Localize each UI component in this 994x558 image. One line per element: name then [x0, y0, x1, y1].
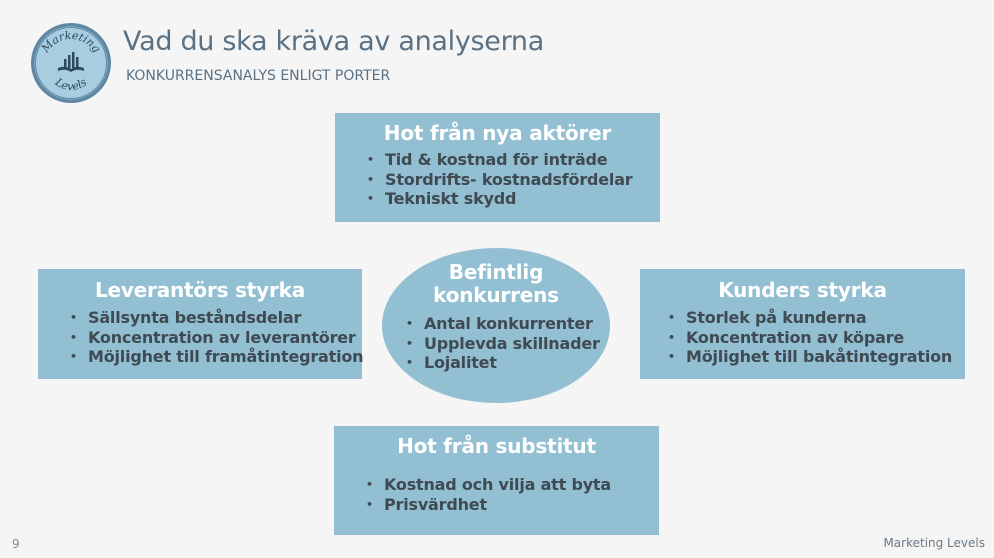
force-buyer-power-box [640, 269, 965, 379]
force-items [365, 150, 660, 209]
list-item: • Tekniskt skydd [365, 189, 660, 209]
list-item: • Sällsynta beståndsdelar [68, 308, 362, 328]
force-supplier-power-box [38, 269, 362, 379]
force-title [382, 261, 610, 307]
force-items [68, 308, 362, 367]
force-title: Hot från substitut [397, 434, 596, 458]
list-item: • Koncentration av leverantörer [68, 328, 362, 348]
force-items [404, 314, 610, 373]
force-items [364, 475, 659, 514]
svg-text:Marketing: Marketing [38, 28, 104, 55]
page-subtitle: KONKURRENSANALYS ENLIGT PORTER [126, 68, 391, 84]
force-items [666, 308, 965, 367]
force-title: Kunders styrka [718, 278, 887, 302]
logo-seal [30, 22, 112, 104]
list-item: • Lojalitet [404, 353, 610, 373]
list-item: • Möjlighet till bakåtintegration [666, 347, 965, 367]
list-item: • Möjlighet till framåtintegration [68, 347, 362, 367]
list-item: • Antal konkurrenter [404, 314, 610, 334]
force-substitutes-box [334, 426, 659, 535]
list-item: • Tid & kostnad för inträde [365, 150, 660, 170]
list-item: • Upplevda skillnader [404, 334, 610, 354]
page-title: Vad du ska kräva av analyserna [123, 26, 544, 57]
force-existing-competition-ellipse [382, 248, 610, 403]
page-number: 9 [12, 537, 20, 551]
list-item: • Prisvärdhet [364, 495, 659, 515]
list-item: • Koncentration av köpare [666, 328, 965, 348]
force-title: Leverantörs styrka [94, 278, 306, 302]
list-item: • Storlek på kunderna [666, 308, 965, 328]
footer-brand: Marketing Levels [883, 536, 985, 550]
list-item: • Stordrifts- kostnadsfördelar [365, 170, 660, 190]
marketing-levels-logo [30, 22, 112, 104]
list-item: • Kostnad och vilja att byta [364, 475, 659, 495]
force-title: Hot från nya aktörer [383, 121, 612, 145]
svg-text:Levels: Levels [52, 75, 90, 94]
force-title-line: konkurrens [433, 283, 559, 307]
force-new-entrants-box [335, 113, 660, 222]
force-title-line: Befintlig [448, 260, 544, 284]
